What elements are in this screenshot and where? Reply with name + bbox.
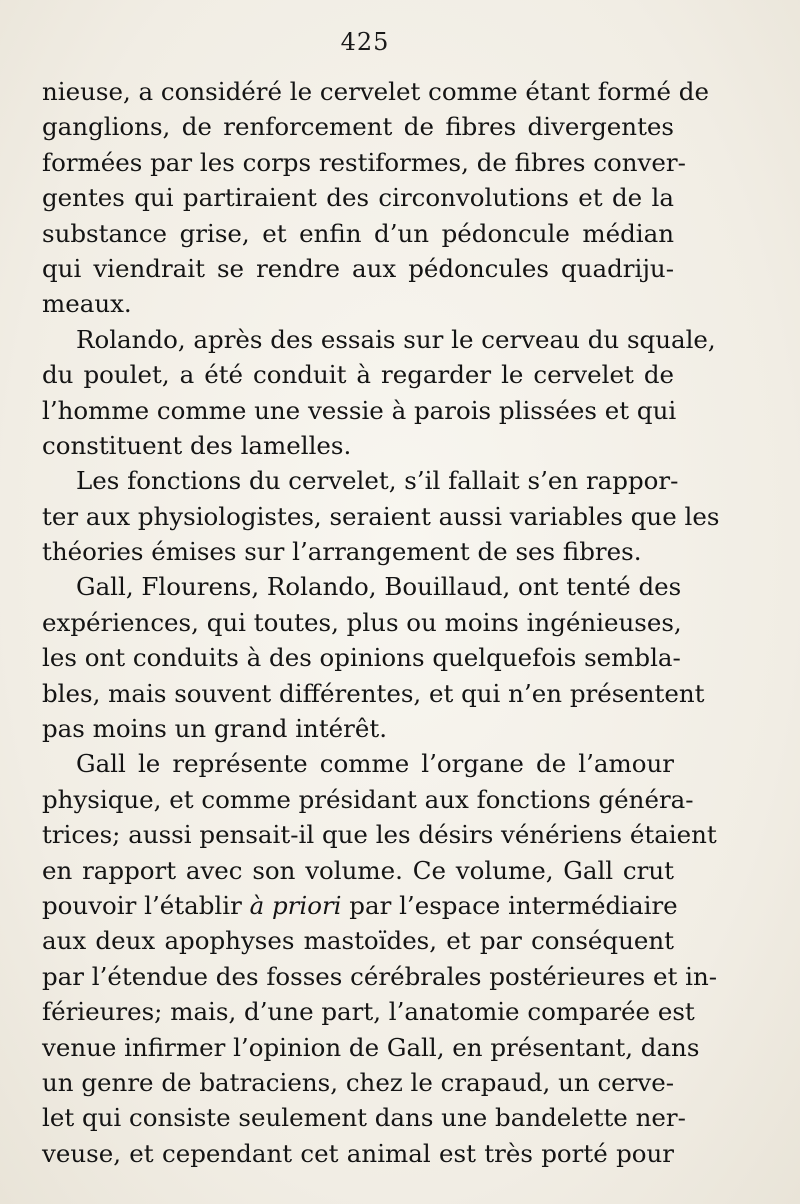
text-segment: aux deux apophyses mastoïdes, et par conséquent bbox=[42, 926, 674, 956]
text-segment: constituent des lamelles. bbox=[42, 430, 352, 460]
text-segment: pas moins un grand intérêt. bbox=[42, 714, 388, 744]
text-line bbox=[42, 782, 694, 817]
text-segment: en rapport avec son volume. Ce volume, Gall crut bbox=[42, 855, 674, 885]
text-segment: par l’étendue des fosses cérébrales postérieures et in- bbox=[42, 961, 718, 991]
text-segment: l’homme comme une vessie à parois plissées et qui bbox=[42, 395, 677, 425]
text-line bbox=[42, 109, 674, 144]
text-segment: trices; aussi pensait-il que les désirs vénériens étaient bbox=[42, 820, 717, 850]
text-segment: substance grise, et enfin d’un pédoncule médian bbox=[42, 218, 674, 248]
text-segment: nieuse, a considéré le cervelet comme étant formé de bbox=[42, 77, 709, 106]
text-segment: ter aux physiologistes, seraient aussi variables que les bbox=[42, 501, 720, 531]
text-segment: pouvoir l’établir bbox=[42, 890, 250, 920]
text-line bbox=[42, 322, 716, 357]
text-segment: Gall le représente comme l’organe de l’amour bbox=[76, 749, 674, 779]
text-line bbox=[42, 1136, 674, 1171]
text-segment: théories émises sur l’arrangement de ses fibres. bbox=[42, 537, 642, 567]
text-segment: Gall, Flourens, Rolando, Bouillaud, ont tenté des bbox=[76, 572, 682, 602]
text-line bbox=[42, 1030, 700, 1065]
text-line bbox=[42, 216, 674, 251]
text-line bbox=[42, 676, 705, 711]
text-segment: formées par les corps restiformes, de fibres conver- bbox=[42, 147, 686, 177]
text-line bbox=[42, 393, 677, 428]
italic-text: à priori bbox=[249, 890, 342, 920]
text-segment: physique, et comme présidant aux fonctions généra- bbox=[42, 784, 694, 814]
text-segment: les ont conduits à des opinions quelquefois sembla- bbox=[42, 643, 681, 673]
text-line bbox=[42, 74, 709, 109]
text-segment: bles, mais souvent différentes, et qui n’en présentent bbox=[42, 678, 705, 708]
text-line bbox=[42, 746, 674, 781]
text-segment: du poulet, a été conduit à regarder le cervelet de bbox=[42, 360, 674, 390]
text-line bbox=[42, 1065, 674, 1100]
body-text bbox=[42, 74, 720, 1171]
text-segment: gentes qui partiraient des circonvolutions et de la bbox=[42, 183, 674, 213]
text-line bbox=[42, 994, 695, 1029]
text-line bbox=[42, 569, 682, 604]
text-segment: expériences, qui toutes, plus ou moins ingénieuses, bbox=[42, 607, 682, 637]
page-number: 425 bbox=[340, 28, 390, 56]
text-line bbox=[42, 251, 674, 286]
text-segment: ganglions, de renforcement de fibres divergentes bbox=[42, 112, 674, 142]
text-segment: Les fonctions du cervelet, s’il fallait s’en rappor- bbox=[76, 466, 679, 496]
text-line bbox=[42, 923, 674, 958]
text-line bbox=[42, 640, 681, 675]
text-line bbox=[42, 463, 679, 498]
text-line bbox=[42, 180, 674, 215]
text-segment: qui viendrait se rendre aux pédoncules quadriju- bbox=[42, 253, 674, 283]
text-segment: let qui consiste seulement dans une bandelette ner- bbox=[42, 1103, 686, 1133]
text-line bbox=[42, 853, 674, 888]
text-segment: un genre de batraciens, chez le crapaud, un cerve- bbox=[42, 1067, 674, 1097]
text-segment: Rolando, après des essais sur le cerveau du squale, bbox=[76, 324, 716, 354]
text-line bbox=[42, 499, 720, 534]
text-line bbox=[42, 145, 686, 180]
text-line bbox=[42, 817, 717, 852]
text-line bbox=[42, 711, 674, 746]
text-line bbox=[42, 888, 678, 923]
text-line bbox=[42, 959, 718, 994]
text-line bbox=[42, 286, 674, 321]
text-line bbox=[42, 605, 682, 640]
text-line bbox=[42, 1100, 686, 1135]
text-line bbox=[42, 357, 674, 392]
text-segment: veuse, et cependant cet animal est très porté pour bbox=[42, 1138, 674, 1168]
text-segment: venue infirmer l’opinion de Gall, en présentant, dans bbox=[42, 1032, 700, 1062]
text-segment: férieures; mais, d’une part, l’anatomie comparée est bbox=[42, 997, 695, 1027]
text-segment: par l’espace intermédiaire bbox=[341, 890, 678, 920]
text-line bbox=[42, 534, 674, 569]
text-line bbox=[42, 428, 674, 463]
text-segment: meaux. bbox=[42, 289, 132, 319]
